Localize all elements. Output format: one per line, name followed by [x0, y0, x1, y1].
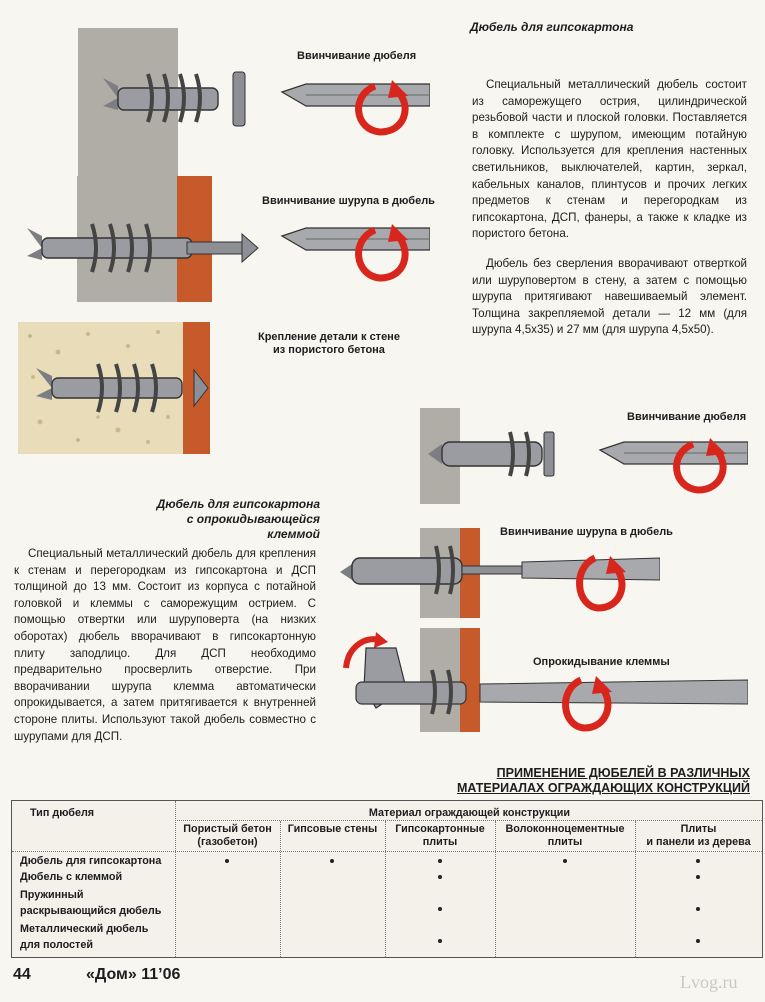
- screwdriver-s2-step1: [598, 424, 748, 500]
- section1-paragraph-1: Специальный металлический дюбель состоит из саморежущего острия, цилиндрической резьбовой части и плоской головки. Поставляется в комплекте с шурупом, имеющим потайную головку. Используется для крепления настенных светильников, выключателей, картин, зеркал, кабельных каналов, плинтусов и прочих легких предметов к стенам и перегородкам из гипсокартона, ДСП, фанеры, а также к кладке из пористого бетона.: [472, 78, 747, 241]
- table-header-material: Материал ограждающей конструкции: [368, 807, 571, 819]
- table-mark-dot: [438, 859, 442, 863]
- screwdriver-s1-step2: [280, 208, 430, 286]
- table-col-2: Гипсокартонные плиты: [395, 823, 485, 848]
- illustration-s2-step1: [420, 408, 570, 504]
- caption-s2-step3: Опрокидывание клеммы: [533, 656, 670, 668]
- watermark: Lvog.ru: [680, 972, 738, 992]
- table-col-4: Плиты и панели из дерева: [646, 823, 751, 848]
- table-col-1: Гипсовые стены: [287, 823, 378, 835]
- table-title-line-1: ПРИМЕНЕНИЕ ДЮБЕЛЕЙ В РАЗЛИЧНЫХ: [496, 766, 750, 780]
- table-mark-dot: [563, 859, 567, 863]
- section1-paragraph-2: Дюбель без сверления вворачивают отверткой или шуруповертом в стену, а затем с помощью шурупа притягивают навешиваемый элемент. Толщина закрепляемой детали — 12 мм (для шурупа 4,5x35) и 27 мм (для шурупа 4,5x50).: [472, 257, 747, 337]
- table-mark-dot: [438, 907, 442, 911]
- table-row-0: Дюбель для гипсокартона: [20, 855, 162, 867]
- table-title-line-2: МАТЕРИАЛАХ ОГРАЖДАЮЩИХ КОНСТРУКЦИЙ: [456, 781, 750, 795]
- caption-s1-step2: Ввинчивание шурупа в дюбель: [262, 195, 435, 207]
- table-mark-dot: [330, 859, 334, 863]
- table-row-2: Пружинный раскрывающийся дюбель: [20, 889, 162, 917]
- table-mark-dot: [696, 939, 700, 943]
- application-table: [11, 800, 763, 958]
- caption-s2-step2: Ввинчивание шурупа в дюбель: [500, 526, 673, 538]
- table-mark-dot: [696, 859, 700, 863]
- section2-heading: Дюбель для гипсокартона с опрокидывающейся клеммой: [156, 497, 320, 541]
- table-mark-dot: [696, 875, 700, 879]
- table-mark-dot: [225, 859, 229, 863]
- table-row-3: Металлический дюбель для полостей: [20, 923, 149, 951]
- illustration-s1-step1: [78, 28, 268, 178]
- page-number: 44: [13, 966, 31, 983]
- illustration-s1-step3: [18, 322, 210, 454]
- section2-paragraph: Специальный металлический дюбель для крепления к стенам и перегородкам из гипсокартона и ДСП толщиной до 13 мм. Состоит из корпуса с потайной головкой и клеммы с саморежущим острием. С помощью отвертки или шуруповерта (на низких оборотах) дюбель вворачивают в гипсокартонную плиту заподлицо. Для ДСП необходимо предварительно просверлить отверстие. При вворачивании шурупа клемма автоматически опрокидывается, а затем притягивается к внутренней стороне плиты. Используют такой дюбель совместно с шурупами для ДСП.: [14, 547, 316, 743]
- table-col-3: Волоконноцементные плиты: [505, 823, 625, 848]
- table-header-type: Тип дюбеля: [30, 807, 95, 819]
- caption-s2-step1: Ввинчивание дюбеля: [627, 411, 747, 423]
- caption-s1-step1: Ввинчивание дюбеля: [297, 50, 417, 62]
- illustration-s2-step2: [340, 528, 660, 618]
- magazine-issue: «Дом» 11’06: [86, 966, 181, 983]
- table-mark-dot: [438, 875, 442, 879]
- caption-s1-step3: Крепление детали к стене из пористого бетона: [258, 331, 400, 356]
- section1-heading: Дюбель для гипсокартона: [470, 20, 634, 34]
- table-mark-dot: [438, 939, 442, 943]
- illustration-s2-step3: [336, 628, 748, 732]
- table-row-1: Дюбель с клеммой: [20, 871, 123, 883]
- illustration-s1-step2: [22, 176, 272, 302]
- screwdriver-s1-step1: [280, 66, 430, 138]
- table-mark-dot: [696, 907, 700, 911]
- table-col-0: Пористый бетон (газобетон): [183, 823, 272, 848]
- table-title: [400, 766, 750, 796]
